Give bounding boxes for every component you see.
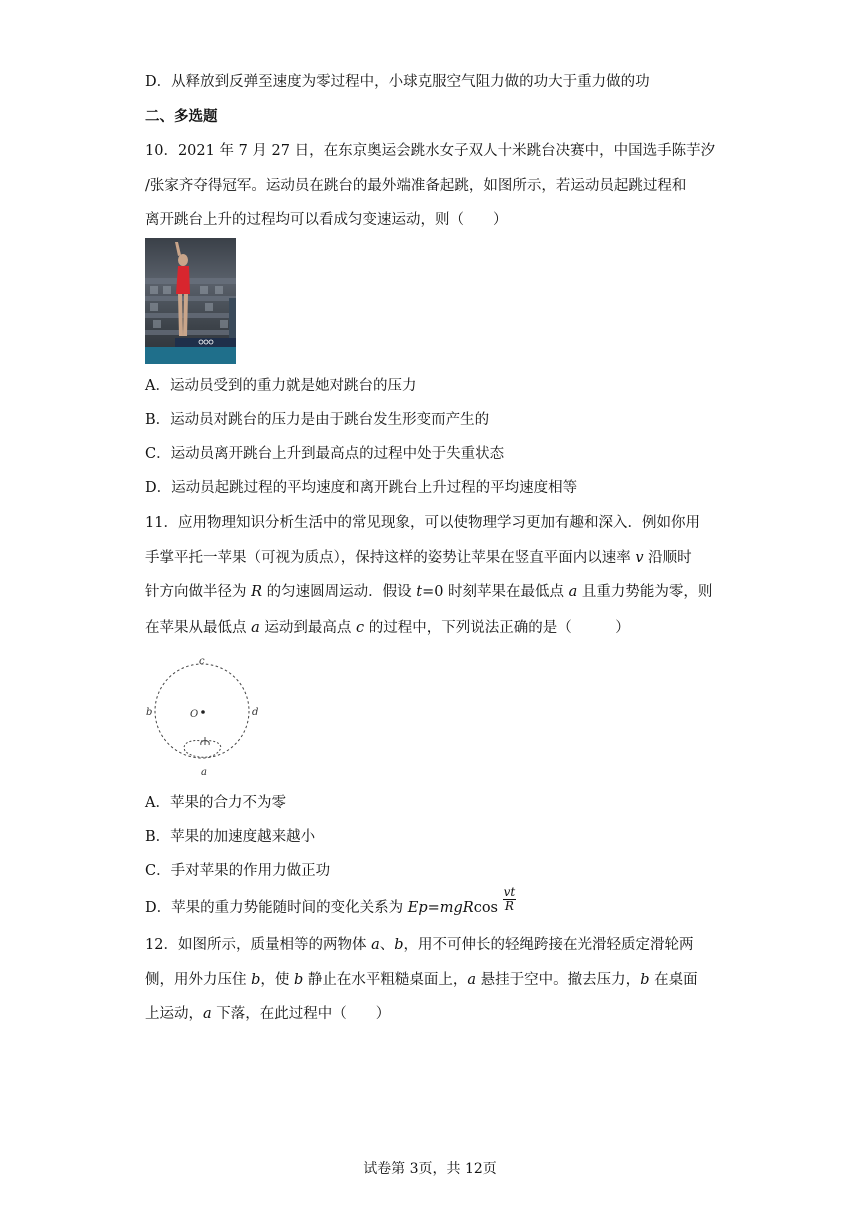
var-a: a [467,972,477,988]
text: 针方向做半径为 [145,584,252,600]
text: ，用不可伸长的轻绳跨接在光滑轻质定滑轮两 [403,937,694,953]
text: 且重力势能为零，则 [577,584,713,600]
text: 静止在水平粗糙桌面上， [303,972,468,988]
text: =0 时刻苹果在最低点 [422,584,569,600]
label-c: c [199,656,205,667]
text: cos [473,900,498,916]
var-a: a [251,620,260,636]
q12-stem-line-2 [145,970,698,990]
text: 下落，在此过程中（ ） [211,1006,391,1022]
q11-stem-line-1: 11．应用物理知识分析生活中的常见现象，可以使物理学习更加有趣和深入．例如你用 [145,515,700,531]
fraction-numerator: vt [503,884,516,899]
text: 在桌面 [649,972,698,988]
var-c: c [355,620,365,636]
q11-option-b: B．苹果的加速度越来越小 [145,829,316,845]
text: 、 [379,937,395,953]
text: D．苹果的重力势能随时间的变化关系为 [145,900,408,916]
text: 沿顺时 [643,550,692,566]
text: 侧，用外力压住 [145,972,252,988]
label-o: O [190,709,199,720]
text: 运动到最高点 [259,620,356,636]
q11-option-a: A．苹果的合力不为零 [145,795,286,811]
q11-stem-line-4 [145,618,630,638]
var-b: b [294,972,304,988]
var-a: a [371,937,380,953]
center-point [201,710,205,714]
circle-motion-figure [145,655,270,780]
q9-option-d: D．从释放到反弹至速度为零过程中，小球克服空气阻力做的功大于重力做的功 [145,74,650,90]
text: 在苹果从最低点 [145,620,252,636]
q11-stem-line-2 [145,548,692,568]
formula-ep: Ep=mgR [407,900,474,916]
q10-stem-line-3: 离开跳台上升的过程均可以看成匀变速运动，则（ ） [145,212,508,228]
hand-sketch [184,740,221,757]
var-b: b [640,972,650,988]
fraction [503,886,517,913]
text: 的匀速圆周运动．假设 [262,584,417,600]
page-footer: 试卷第 3页，共 12页 [363,1161,497,1177]
q10-option-c: C．运动员离开跳台上升到最高点的过程中处于失重状态 [145,446,505,462]
q10-option-a: A．运动员受到的重力就是她对跳台的压力 [145,378,417,394]
section-heading: 二、多选题 [145,108,218,125]
text: 手掌平托一苹果（可视为质点），保持这样的姿势让苹果在竖直平面内以速率 [145,550,636,566]
q11-stem-line-3 [145,582,712,602]
label-d: d [252,707,259,718]
var-a: a [568,584,578,600]
diver-photo [145,238,236,364]
var-r: R [251,584,263,600]
var-v: v [635,550,644,566]
q11-option-c: C．手对苹果的作用力做正功 [145,863,331,879]
apple-sketch [201,737,209,745]
var-t: t [416,584,423,600]
text: 悬挂于空中。撤去压力， [476,972,641,988]
text: 的过程中，下列说法正确的是（ ） [364,620,630,636]
q10-option-d: D．运动员起跳过程的平均速度和离开跳台上升过程的平均速度相等 [145,480,578,496]
text: 上运动， [145,1006,203,1022]
var-a: a [203,1006,212,1022]
q12-stem-line-1 [145,935,694,955]
q11-option-d [145,884,516,918]
label-a: a [201,767,207,778]
var-b: b [394,937,404,953]
text: 12．如图所示，质量相等的两物体 [145,937,372,953]
fraction-denominator: R [504,898,514,913]
q10-stem-line-2: /张家齐夺得冠军。运动员在跳台的最外端准备起跳，如图所示，若运动员起跳过程和 [145,178,687,194]
q10-stem-line-1: 10．2021 年 7 月 27 日，在东京奥运会跳水女子双人十米跳台决赛中，中国选手陈芋汐 [145,143,716,159]
q10-option-b: B．运动员对跳台的压力是由于跳台发生形变而产生的 [145,412,490,428]
text: ，使 [260,972,295,988]
var-b: b [251,972,261,988]
label-b: b [146,707,153,718]
q12-stem-line-3 [145,1004,390,1024]
